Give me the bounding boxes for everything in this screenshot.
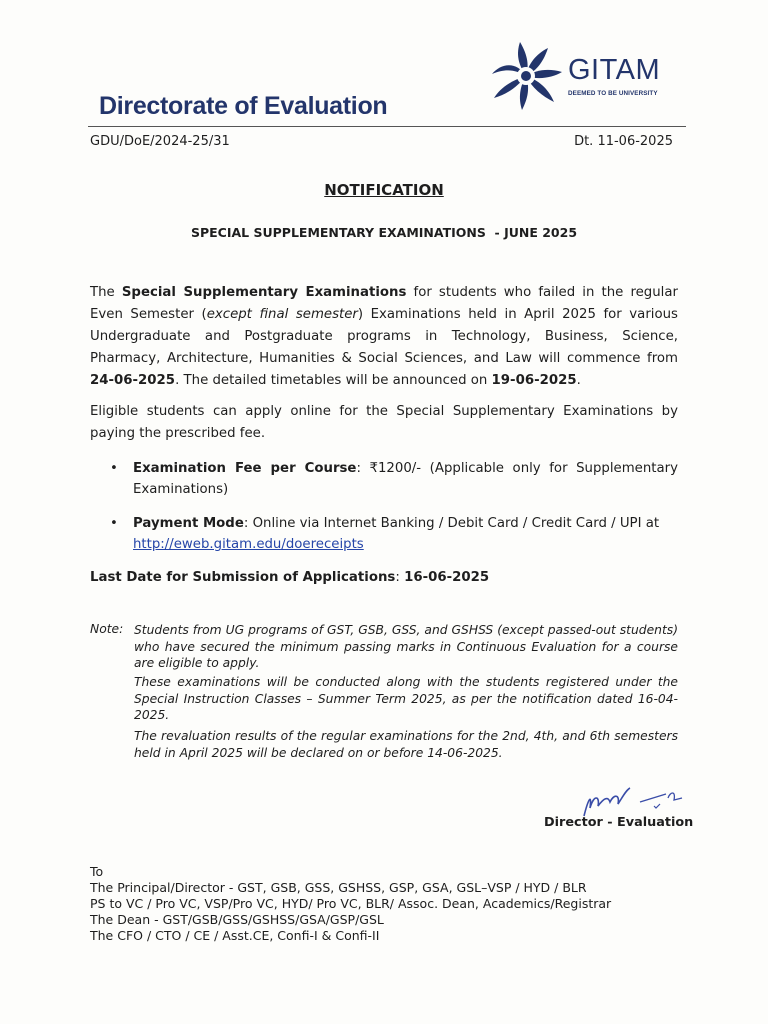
payment-label: Payment Mode xyxy=(133,516,244,531)
timetable-date: 19-06-2025 xyxy=(491,373,577,388)
intro-bold-exam-name: Special Supplementary Examinations xyxy=(121,285,407,300)
header-divider xyxy=(88,126,686,127)
gitam-emblem-icon xyxy=(486,40,566,112)
last-date-line xyxy=(90,570,489,585)
payment-link[interactable]: http://eweb.gitam.edu/doereceipts xyxy=(133,537,364,552)
note-item: These examinations will be conducted along with the students registered under the Special Instruction Classes – Summer Term 2025, as per the notification dated 16-04-2025. xyxy=(134,675,678,722)
bullet-dot-icon: • xyxy=(110,461,118,476)
intro-text: . The detailed timetables will be announced on xyxy=(175,373,492,388)
intro-text: for students who failed in the regular Even Semester ( xyxy=(90,285,678,322)
intro-text: The xyxy=(90,285,122,300)
signatory-title: Director - Evaluation xyxy=(544,815,694,830)
note-item: Students from UG programs of GST, GSB, GSS, and GSHSS (except passed-out students) who have secured the minimum passing marks in Continuous Evaluation for a course are eligible to apply. xyxy=(134,623,678,670)
handwritten-signature xyxy=(570,780,700,820)
fee-label: Examination Fee per Course xyxy=(133,461,357,476)
last-date-label: Last Date for Submission of Applications xyxy=(90,570,396,585)
gitam-logo xyxy=(486,40,686,112)
fee-text: : ₹1200/- (Applicable only for Supplementary Examinations) xyxy=(133,461,678,497)
reference-number: GDU/DoE/2024-25/31 xyxy=(90,134,230,149)
recipient-line: The Principal/Director - GST, GSB, GSS, GSHSS, GSP, GSA, GSL–VSP / HYD / BLR xyxy=(90,880,587,895)
last-date-separator: : xyxy=(395,570,405,585)
notification-subject: SPECIAL SUPPLEMENTARY EXAMINATIONS - JUNE 2025 xyxy=(190,225,578,240)
note-label: Note: xyxy=(90,622,124,636)
eligibility-paragraph: Eligible students can apply online for the Special Supplementary Examinations by paying the prescribed fee. xyxy=(90,404,678,441)
signature-mark-icon xyxy=(570,780,700,820)
note-item: The revaluation results of the regular examinations for the 2nd, 4th, and 6th semesters held in April 2025 will be declared on or before 14-06-2025. xyxy=(134,729,678,760)
last-date-value: 16-06-2025 xyxy=(404,570,490,585)
bullet-dot-icon: • xyxy=(110,516,118,531)
intro-text: ) Examinations held in April 2025 for various Undergraduate and Postgraduate programs in Technology, Business, Science, Pharmacy, Architecture, Humanities & Social Sciences, and Law will commence from xyxy=(90,307,678,366)
intro-text: . xyxy=(576,373,581,388)
logo-tagline: DEEMED TO BE UNIVERSITY xyxy=(568,90,658,97)
commence-date: 24-06-2025 xyxy=(90,373,176,388)
recipients-heading: To xyxy=(90,864,104,879)
recipient-line: The CFO / CTO / CE / Asst.CE, Confi-I & Confi-II xyxy=(90,928,380,943)
intro-italic-exception: except final semester xyxy=(206,307,358,322)
notification-title: NOTIFICATION xyxy=(324,181,444,199)
fee-bullet xyxy=(110,458,678,500)
intro-paragraph xyxy=(90,282,678,392)
notification-date: Dt. 11-06-2025 xyxy=(574,134,673,149)
logo-name: GITAM xyxy=(568,54,661,86)
recipient-line: PS to VC / Pro VC, VSP/Pro VC, HYD/ Pro VC, BLR/ Assoc. Dean, Academics/Registrar xyxy=(90,896,612,911)
recipient-line: The Dean - GST/GSB/GSS/GSHSS/GSA/GSP/GSL xyxy=(90,912,384,927)
page-header-title: Directorate of Evaluation xyxy=(99,92,388,120)
payment-bullet xyxy=(110,513,678,555)
payment-text: : Online via Internet Banking / Debit Card / Credit Card / UPI at xyxy=(243,516,660,531)
